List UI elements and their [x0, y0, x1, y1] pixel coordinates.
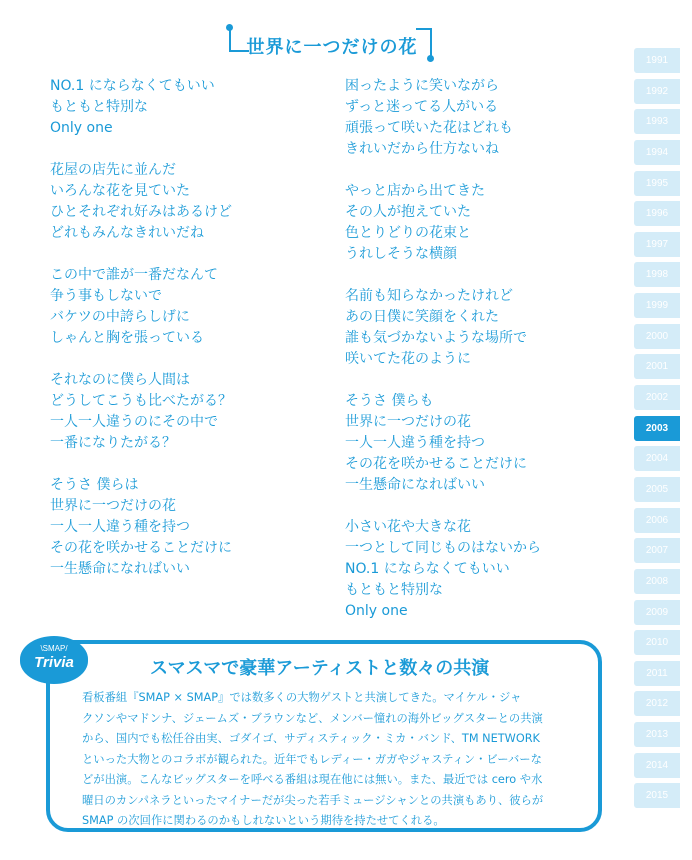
lyrics-stanza — [345, 286, 625, 370]
year-tab-1999[interactable]: 1999 — [634, 293, 680, 318]
year-tab-2010[interactable]: 2010 — [634, 630, 680, 655]
year-tab-1991[interactable]: 1991 — [634, 48, 680, 73]
year-tab-2014[interactable]: 2014 — [634, 753, 680, 778]
lyric-line: 一つとして同じものはないから — [345, 540, 541, 556]
trivia-body-line: SMAP の次回作に関わるのかもしれないという期待を持たせてくれる。 — [82, 814, 445, 827]
lyric-line: 名前も知らなかったけれど — [345, 288, 513, 304]
year-tab-1994[interactable]: 1994 — [634, 140, 680, 165]
year-tab-1997[interactable]: 1997 — [634, 232, 680, 257]
lyric-line: 咲いてた花のように — [345, 351, 471, 367]
song-title: 世界に一つだけの花 — [246, 37, 418, 58]
year-tab-2008[interactable]: 2008 — [634, 569, 680, 594]
lyric-line: その花を咲かせることだけに — [50, 540, 232, 556]
lyric-line: 頑張って咲いた花はどれも — [345, 120, 513, 136]
year-tab-2015[interactable]: 2015 — [634, 783, 680, 808]
trivia-heading: スマスマで豪華アーティストと数々の共演 — [150, 658, 490, 679]
lyric-line: そうさ 僕らは — [50, 477, 139, 493]
title-frame-right-line — [430, 28, 432, 56]
lyric-line: この中で誰が一番だなんて — [50, 267, 218, 283]
year-tab-2000[interactable]: 2000 — [634, 324, 680, 349]
year-tab-2003[interactable]: 2003 — [634, 416, 680, 441]
lyrics-stanza — [345, 517, 625, 622]
year-tab-2007[interactable]: 2007 — [634, 538, 680, 563]
lyric-line: ひとそれぞれ好みはあるけど — [50, 204, 232, 220]
lyric-line: 花屋の店先に並んだ — [50, 162, 176, 178]
lyric-line: 一生懸命になればいい — [50, 561, 190, 577]
lyric-line: きれいだから仕方ないね — [345, 141, 499, 157]
lyric-line: いろんな花を見ていた — [50, 183, 190, 199]
year-tab-1993[interactable]: 1993 — [634, 109, 680, 134]
lyric-line: 世界に一つだけの花 — [50, 498, 176, 514]
trivia-badge-small-text: \SMAP/ — [40, 644, 68, 653]
lyrics-stanza — [50, 76, 330, 139]
trivia-body-line: といった大物とのコラボが観られた。近年でもレディー・ガガやジャスティン・ビーバーな — [82, 752, 542, 766]
lyric-line: しゃんと胸を張っている — [50, 330, 204, 346]
trivia-badge-label: Trivia — [34, 654, 74, 671]
lyric-line: 一番になりたがる？ — [50, 435, 176, 451]
lyric-line: もともと特別な — [345, 582, 443, 598]
lyric-line: 色とりどりの花束と — [345, 225, 471, 241]
year-tab-2004[interactable]: 2004 — [634, 446, 680, 471]
lyric-line: バケツの中誇らしげに — [50, 309, 190, 325]
lyric-line: ずっと迷ってる人がいる — [345, 99, 499, 115]
lyric-line: うれしそうな横顔 — [345, 246, 457, 262]
year-tab-2006[interactable]: 2006 — [634, 508, 680, 533]
year-tab-2002[interactable]: 2002 — [634, 385, 680, 410]
lyrics-stanza — [50, 370, 330, 454]
title-frame-top-dot — [226, 24, 233, 31]
lyric-line: あの日僕に笑顔をくれた — [345, 309, 499, 325]
lyrics-stanza — [50, 160, 330, 244]
year-tab-2005[interactable]: 2005 — [634, 477, 680, 502]
lyric-line: Only one — [50, 120, 113, 136]
lyric-line: 世界に一つだけの花 — [345, 414, 471, 430]
year-tab-1995[interactable]: 1995 — [634, 171, 680, 196]
lyric-line: その花を咲かせることだけに — [345, 456, 527, 472]
lyric-line: やっと店から出てきた — [345, 183, 485, 199]
song-title-frame — [226, 24, 434, 66]
lyrics-stanza — [345, 391, 625, 496]
year-tab-2001[interactable]: 2001 — [634, 354, 680, 379]
lyric-line: 一生懸命になればいい — [345, 477, 485, 493]
lyric-line: 一人一人違うのにその中で — [50, 414, 218, 430]
lyrics-stanza — [50, 265, 330, 349]
lyric-line: Only one — [345, 603, 408, 619]
lyric-line: 争う事もしないで — [50, 288, 162, 304]
year-tab-2013[interactable]: 2013 — [634, 722, 680, 747]
lyric-line: 困ったように笑いながら — [345, 78, 499, 94]
lyric-line: その人が抱えていた — [345, 204, 471, 220]
lyric-line: 小さい花や大きな花 — [345, 519, 471, 535]
lyric-line: NO.1 にならなくてもいい — [345, 561, 510, 577]
trivia-body-line: どが出演。こんなビッグスターを呼べる番組は現在他には無い。また、最近では cero や水 — [82, 773, 543, 786]
lyric-line: もともと特別な — [50, 99, 148, 115]
trivia-body-line: クソンやマドンナ、ジェームズ・ブラウンなど、メンバー憧れの海外ビッグスターとの共演 — [82, 711, 543, 725]
year-tab-2009[interactable]: 2009 — [634, 600, 680, 625]
lyric-line: そうさ 僕らも — [345, 393, 434, 409]
lyrics-stanza — [345, 181, 625, 265]
trivia-body — [82, 688, 582, 832]
lyric-line: NO.1 にならなくてもいい — [50, 78, 215, 94]
trivia-body-line: 曜日のカンパネラといったマイナーだが尖った若手ミュージシャンとの共演もあり、彼らが — [82, 793, 544, 807]
year-index-sidebar — [634, 48, 680, 814]
lyrics-column-right — [345, 76, 625, 643]
lyrics-column-left — [50, 76, 330, 601]
year-tab-1992[interactable]: 1992 — [634, 79, 680, 104]
year-tab-1996[interactable]: 1996 — [634, 201, 680, 226]
year-tab-2012[interactable]: 2012 — [634, 691, 680, 716]
lyrics-stanza — [50, 475, 330, 580]
lyric-line: 一人一人違う種を持つ — [345, 435, 485, 451]
lyrics-stanza — [345, 76, 625, 160]
trivia-body-line: から、国内でも松任谷由実、ゴダイゴ、サディスティック・ミカ・バンド、TM NETWORK — [82, 732, 540, 745]
trivia-badge — [20, 636, 88, 684]
lyric-line: どれもみんなきれいだね — [50, 225, 204, 241]
year-tab-1998[interactable]: 1998 — [634, 262, 680, 287]
lyric-line: それなのに僕ら人間は — [50, 372, 190, 388]
lyric-line: 一人一人違う種を持つ — [50, 519, 190, 535]
lyric-line: 誰も気づかないような場所で — [345, 330, 527, 346]
title-frame-bottom-dot — [427, 55, 434, 62]
lyric-line: どうしてこうも比べたがる？ — [50, 393, 232, 409]
year-tab-2011[interactable]: 2011 — [634, 661, 680, 686]
trivia-body-line: 看板番組『SMAP × SMAP』では数多くの大物ゲストと共演してきた。マイケル・ジャ — [82, 691, 522, 704]
